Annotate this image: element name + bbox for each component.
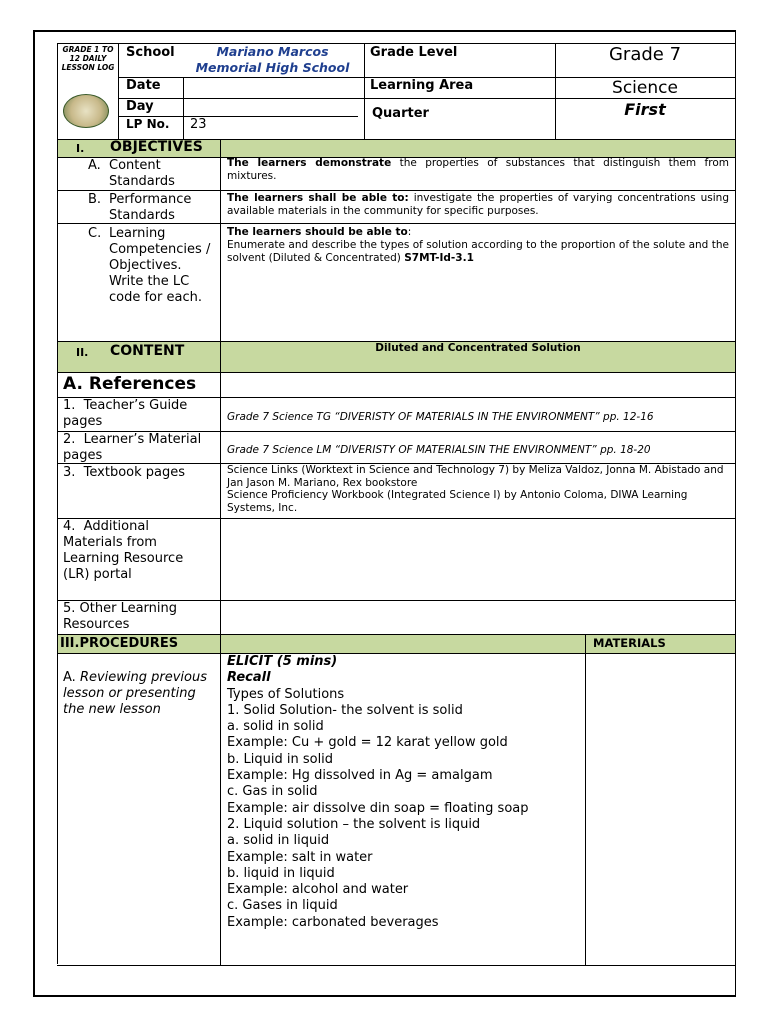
procedure-line: Example: Cu + gold = 12 karat yellow gold (227, 735, 508, 751)
learning-competencies-lead-line (227, 226, 411, 239)
learning-competencies-label: Learning Competencies / Objectives. Write the LC code for each. (109, 226, 211, 305)
content-value: Diluted and Concentrated Solution (375, 342, 581, 354)
dll-label: GRADE 1 TO 12 DAILY LESSON LOG (61, 45, 115, 72)
teachers-guide-label: 1. Teacher’s Guide pages (63, 398, 192, 429)
procedure-line: Example: carbonated beverages (227, 914, 439, 930)
date-label: Date (126, 78, 161, 93)
procedure-line: b. liquid in liquid (227, 865, 335, 881)
procedure-line: Example: salt in water (227, 849, 373, 865)
elicit-heading: ELICIT (5 mins) (227, 654, 338, 669)
procedure-line: Example: air dissolve din soap = floating soap (227, 800, 529, 816)
content-standards-num: A. (88, 158, 101, 173)
performance-standards-num: B. (88, 192, 102, 207)
objectives-title: OBJECTIVES (110, 139, 203, 155)
procedure-line: c. Gas in solid (227, 784, 318, 800)
textbook-value: Science Links (Worktext in Science and Technology 7) by Meliza Valdoz, Jonna M. Abistado and Jan Jason M. Mariano, Rex bookstore Science Proficiency Workbook (Integrated Science I) by Antonio Coloma, DIWA Learning Systems, Inc. (227, 464, 724, 514)
content-title: CONTENT (110, 343, 185, 359)
performance-standards-text: investigate the properties of varying concentrations using available materials in the community for specific purposes. (227, 192, 729, 217)
performance-standards-lead: The learners shall be able to: (227, 192, 409, 204)
learning-area-label: Learning Area (370, 78, 474, 93)
lp-value: 23 (190, 117, 207, 132)
objectives-num: I. (76, 142, 85, 155)
day-label: Day (126, 99, 154, 114)
teachers-guide-value: Grade 7 Science TG “DIVERISTY OF MATERIALS IN THE ENVIRONMENT” pp. 12-16 (227, 411, 654, 423)
quarter-value: First (624, 100, 666, 119)
quarter-label: Quarter (372, 106, 429, 121)
school-seal-logo (63, 94, 109, 128)
recall-heading: Recall (227, 670, 271, 686)
procedure-line: Example: Hg dissolved in Ag = amalgam (227, 768, 493, 784)
textbook-label: 3. Textbook pages (63, 465, 186, 480)
content-standards-value (227, 157, 729, 182)
procedures-title: III.PROCEDURES (60, 636, 179, 651)
procedure-line: 2. Liquid solution – the solvent is liquid (227, 816, 481, 832)
performance-standards-label: Performance Standards (109, 192, 192, 223)
content-standards-text: the properties of substances that distinguish them from mixtures. (227, 157, 729, 182)
learning-competencies-colon: : (407, 226, 412, 238)
procedure-line: b. Liquid in solid (227, 751, 334, 767)
learning-competencies-text: Enumerate and describe the types of solution according to the proportion of the solute and the solvent (Diluted & Concentrated) (227, 239, 729, 264)
learning-competencies-num: C. (88, 226, 102, 241)
procedure-a-content (227, 654, 582, 931)
procedure-line: 1. Solid Solution- the solvent is solid (227, 702, 463, 718)
additional-materials-label: 4. Additional Materials from Learning Resource (LR) portal (63, 519, 188, 582)
content-standards-label: Content Standards (109, 158, 175, 189)
learners-material-label: 2. Learner’s Material pages (63, 432, 206, 463)
learners-material-value: Grade 7 Science LM “DIVERISTY OF MATERIALSIN THE ENVIRONMENT” pp. 18-20 (227, 444, 651, 456)
other-resources-label: 5. Other Learning Resources (63, 601, 178, 632)
procedure-line: a. solid in liquid (227, 833, 330, 849)
learning-area-value: Science (612, 78, 678, 98)
lp-label: LP No. (126, 117, 170, 131)
school-label: School (126, 45, 175, 60)
procedure-line: Example: alcohol and water (227, 882, 409, 898)
reviewing-lesson-label (63, 670, 213, 718)
procedure-line: a. solid in solid (227, 719, 324, 735)
content-num: II. (76, 346, 89, 359)
reviewing-lesson-num: A. (63, 670, 80, 685)
reviewing-lesson-text: Reviewing previous lesson or presenting the new lesson (63, 670, 208, 717)
school-value: Mariano Marcos Memorial High School (195, 44, 350, 75)
learning-competencies-lead: The learners should be able to (227, 226, 408, 238)
grade-level-value: Grade 7 (608, 44, 682, 65)
lc-code: S7MT-Id-3.1 (404, 251, 474, 264)
materials-label: MATERIALS (593, 636, 666, 650)
performance-standards-value (227, 192, 729, 217)
content-standards-lead: The learners demonstrate (227, 157, 392, 169)
procedure-line: c. Gases in liquid (227, 898, 338, 914)
grade-level-label: Grade Level (370, 45, 458, 60)
learning-competencies-value (227, 239, 729, 264)
procedure-line: Types of Solutions (227, 686, 345, 702)
references-title: A. References (63, 374, 197, 394)
